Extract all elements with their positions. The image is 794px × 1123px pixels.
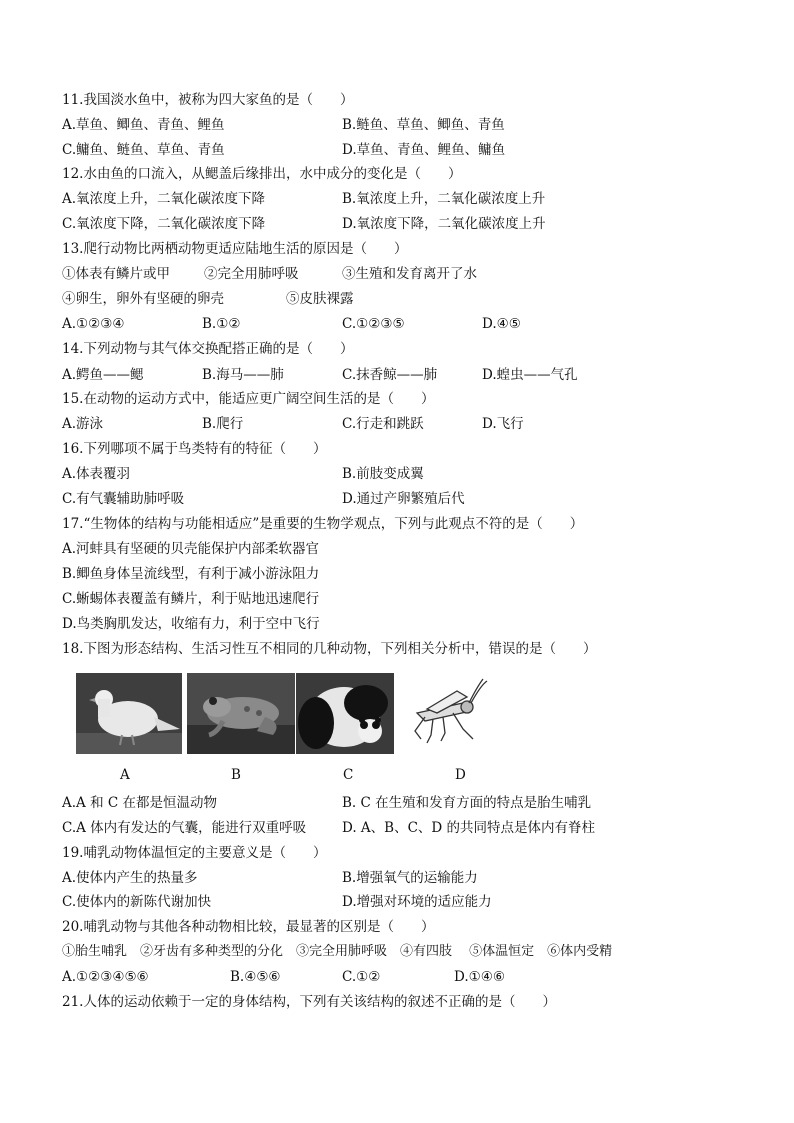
q20-option-a: A.①②③④⑤⑥ — [62, 969, 149, 985]
q17-stem: 17.“生物体的结构与功能相适应”是重要的生物学观点，下列与此观点不符的是（ ） — [62, 516, 584, 532]
q11-option-c: C.鳙鱼、鲢鱼、草鱼、青鱼 — [62, 142, 225, 158]
q19-option-d: D.增强对环境的适应能力 — [342, 894, 492, 910]
panda-photo — [296, 673, 394, 754]
q18-option-d: D. A、B、C、D 的共同特点是体内有脊柱 — [342, 820, 596, 836]
q13-item-5: ⑤皮肤裸露 — [286, 291, 354, 307]
q16-option-d: D.通过产卵繁殖后代 — [342, 491, 465, 507]
frog-photo — [187, 673, 295, 754]
q20-stem: 20.哺乳动物与其他各种动物相比较，最显著的区别是（ ） — [62, 919, 435, 935]
caption-c: C — [343, 767, 354, 783]
q11-stem: 11.我国淡水鱼中，被称为四大家鱼的是（ ） — [62, 92, 354, 108]
q14-option-a: A.鳄鱼——鳃 — [62, 367, 144, 383]
q16-option-c: C.有气囊辅助肺呼吸 — [62, 491, 185, 507]
q16-option-a: A.体表覆羽 — [62, 466, 131, 482]
q13-option-b: B.①② — [202, 316, 241, 332]
q20-option-b: B.④⑤⑥ — [230, 969, 281, 985]
q14-stem: 14.下列动物与其气体交换配搭正确的是（ ） — [62, 341, 354, 357]
q18-stem: 18.下图为形态结构、生活习性互不相同的几种动物，下列相关分析中，错误的是（ ） — [62, 641, 597, 657]
q13-item-2: ②完全用肺呼吸 — [204, 266, 299, 282]
q13-option-a: A.①②③④ — [62, 316, 125, 332]
q12-option-c: C.氧浓度下降，二氧化碳浓度下降 — [62, 216, 266, 232]
q19-option-a: A.使体内产生的热量多 — [62, 870, 198, 886]
q19-stem: 19.哺乳动物体温恒定的主要意义是（ ） — [62, 845, 327, 861]
q19-option-b: B.增强氧气的运输能力 — [342, 870, 478, 886]
q14-option-c: C.抹香鲸——肺 — [342, 367, 438, 383]
q15-option-d: D.飞行 — [482, 416, 524, 432]
q13-item-1: ①体表有鳞片或甲 — [62, 266, 170, 282]
q17-option-d: D.鸟类胸肌发达，收缩有力，利于空中飞行 — [62, 616, 320, 632]
q18-option-a: A.A 和 C 在都是恒温动物 — [62, 795, 217, 811]
q13-option-d: D.④⑤ — [482, 316, 521, 332]
q18-option-b: B. C 在生殖和发育方面的特点是胎生哺乳 — [342, 795, 592, 811]
q15-option-c: C.行走和跳跃 — [342, 416, 424, 432]
q18-option-c: C.A 体内有发达的气囊，能进行双重呼吸 — [62, 820, 307, 836]
pigeon-photo — [76, 673, 182, 754]
q20-items: ①胎生哺乳 ②牙齿有多种类型的分化 ③完全用肺呼吸 ④有四肢 ⑤体温恒定 ⑥体内受精 — [62, 944, 613, 959]
grasshopper-drawing — [397, 673, 493, 754]
q12-option-d: D.氧浓度下降，二氧化碳浓度上升 — [342, 216, 546, 232]
q20-option-d: D.①④⑥ — [454, 969, 505, 985]
q16-option-b: B.前肢变成翼 — [342, 466, 424, 482]
q13-item-3: ③生殖和发育离开了水 — [342, 266, 477, 282]
q12-option-b: B.氧浓度上升，二氧化碳浓度上升 — [342, 191, 546, 207]
q11-option-a: A.草鱼、鲫鱼、青鱼、鲤鱼 — [62, 117, 225, 133]
q19-option-c: C.使体内的新陈代谢加快 — [62, 894, 212, 910]
q16-stem: 16.下列哪项不属于鸟类特有的特征（ ） — [62, 441, 327, 457]
caption-b: B — [231, 767, 241, 783]
q17-option-a: A.河蚌具有坚硬的贝壳能保护内部柔软器官 — [62, 541, 320, 557]
q13-stem: 13.爬行动物比两栖动物更适应陆地生活的原因是（ ） — [62, 241, 408, 257]
q15-option-a: A.游泳 — [62, 416, 104, 432]
q11-option-d: D.草鱼、青鱼、鲤鱼、鳙鱼 — [342, 142, 506, 158]
q15-stem: 15.在动物的运动方式中，能适应更广阔空间生活的是（ ） — [62, 391, 435, 407]
q12-stem: 12.水由鱼的口流入，从鳃盖后缘排出，水中成分的变化是（ ） — [62, 166, 462, 182]
caption-a: A — [120, 767, 130, 783]
q17-option-b: B.鲫鱼身体呈流线型，有利于减小游泳阻力 — [62, 566, 320, 582]
q17-option-c: C.蜥蜴体表覆盖有鳞片，利于贴地迅速爬行 — [62, 591, 320, 607]
q20-option-c: C.①② — [342, 969, 381, 985]
caption-d: D — [455, 767, 466, 783]
q14-option-b: B.海马——肺 — [202, 367, 284, 383]
q14-option-d: D.蝗虫——气孔 — [482, 367, 578, 383]
q15-option-b: B.爬行 — [202, 416, 244, 432]
q11-option-b: B.鲢鱼、草鱼、鲫鱼、青鱼 — [342, 117, 505, 133]
q13-option-c: C.①②③⑤ — [342, 316, 405, 332]
q12-option-a: A.氧浓度上升，二氧化碳浓度下降 — [62, 191, 266, 207]
q13-item-4: ④卵生，卵外有坚硬的卵壳 — [62, 291, 224, 307]
q21-stem: 21.人体的运动依赖于一定的身体结构，下列有关该结构的叙述不正确的是（ ） — [62, 994, 556, 1010]
